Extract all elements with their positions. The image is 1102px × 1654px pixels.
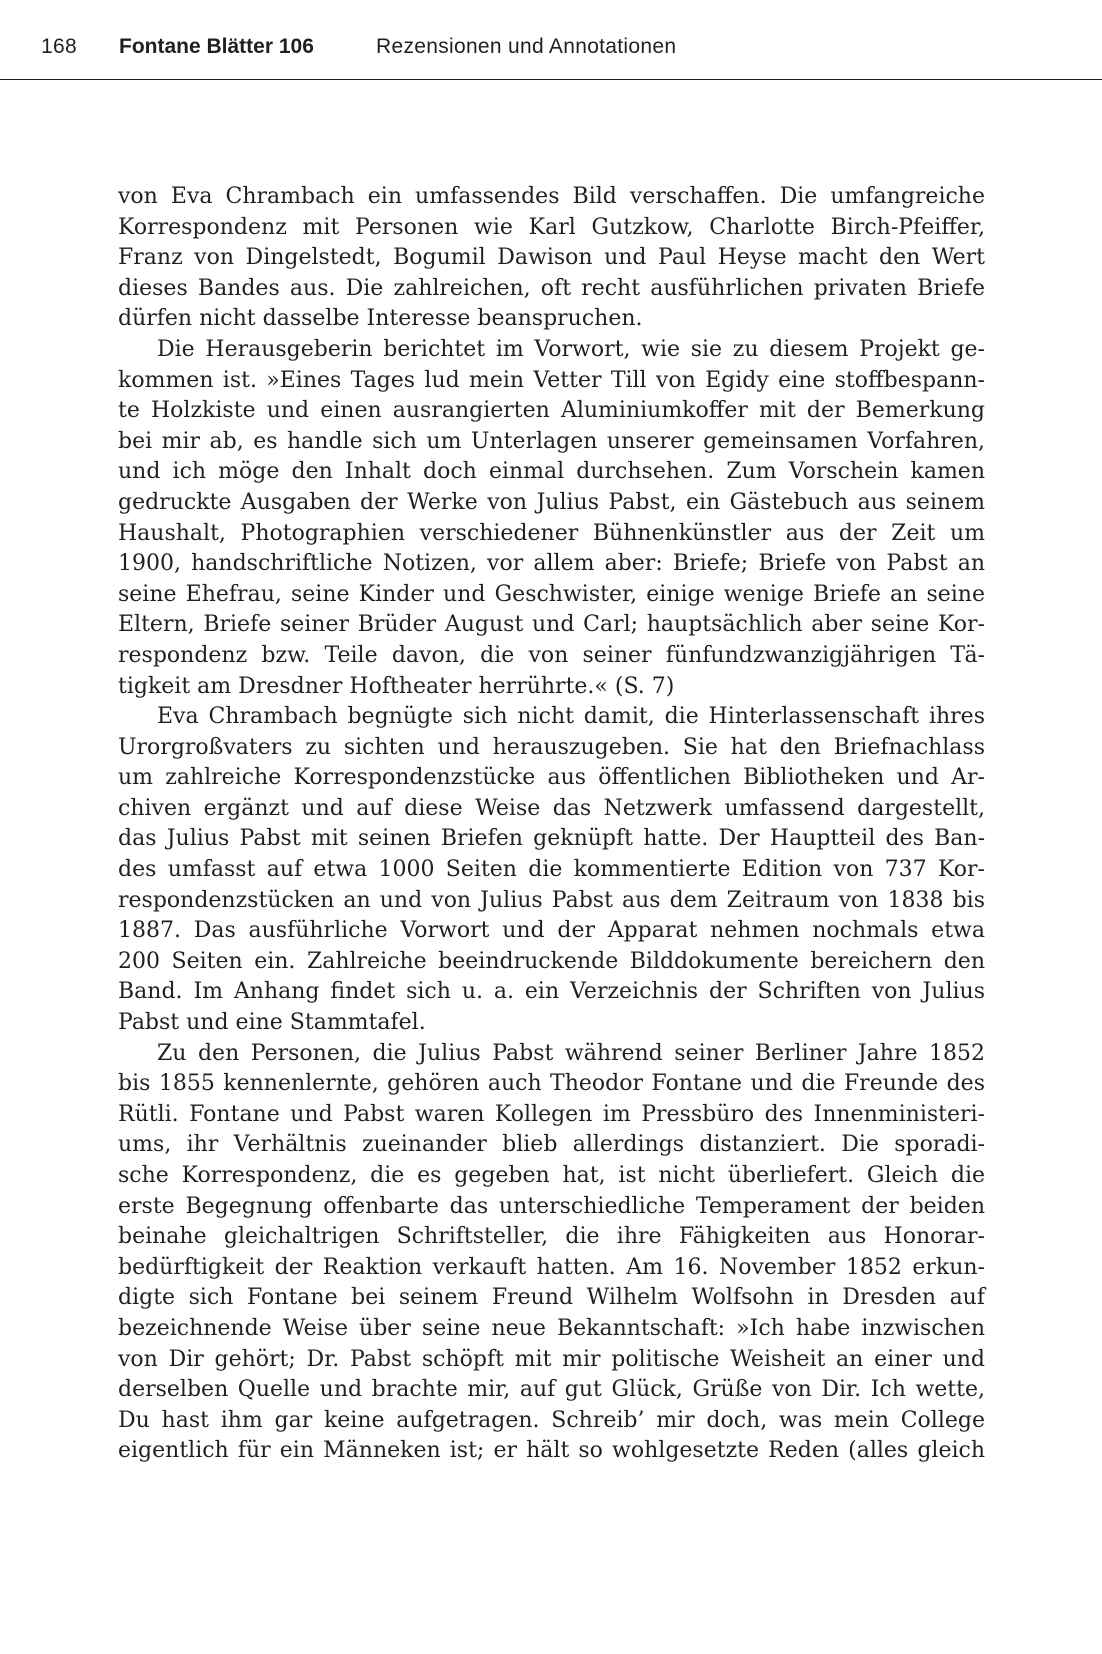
text-line: sche Korrespondenz, die es gegeben hat, ist nicht überliefert. Gleich die xyxy=(118,1163,985,1188)
section-title: Rezensionen und Annotationen xyxy=(376,35,677,58)
body-text xyxy=(118,182,985,1467)
text-line: 200 Seiten ein. Zahlreiche beeindruckende Bilddokumente bereichern den xyxy=(118,948,985,974)
text-line: te Holzkiste und einen ausrangierten Aluminiumkoffer mit der Bemerkung xyxy=(118,398,985,424)
text-line: Rütli. Fontane und Pabst waren Kollegen im Pressbüro des Innenministeri- xyxy=(118,1101,985,1127)
text-line: derselben Quelle und brachte mir, auf gut Glück, Grüße von Dir. Ich wette, xyxy=(118,1377,985,1403)
text-line: um zahlreiche Korrespondenzstücke aus öffentlichen Bibliotheken und Ar- xyxy=(118,765,985,791)
text-line: des umfasst auf etwa 1000 Seiten die kommentierte Edition von 737 Kor- xyxy=(118,857,985,883)
text-line: Eltern, Briefe seiner Brüder August und Carl; hauptsächlich aber seine Kor- xyxy=(118,612,985,638)
text-line: bis 1855 kennenlernte, gehören auch Theodor Fontane und die Freunde des xyxy=(118,1071,985,1097)
text-line: digte sich Fontane bei seinem Freund Wilhelm Wolfsohn in Dresden auf xyxy=(118,1285,985,1311)
text-line: kommen ist. »Eines Tages lud mein Vetter Till von Egidy eine stoffbespann- xyxy=(118,367,985,393)
text-line: Band. Im Anhang findet sich u. a. ein Verzeichnis der Schriften von Julius xyxy=(118,979,985,1005)
text-line: erste Begegnung offenbarte das unterschiedliche Temperament der beiden xyxy=(118,1193,985,1219)
text-line: eigentlich für ein Männeken ist; er hält so wohlgesetzte Reden (alles gleich xyxy=(118,1438,985,1464)
text-line: ums, ihr Verhältnis zueinander blieb allerdings distanziert. Die sporadi- xyxy=(118,1132,985,1158)
paragraph xyxy=(118,1039,985,1467)
text-line: seine Ehefrau, seine Kinder und Geschwister, einige wenige Briefe an seine xyxy=(118,581,985,607)
text-line: chiven ergänzt und auf diese Weise das Netzwerk umfassend dargestellt, xyxy=(118,795,985,821)
text-line: und ich möge den Inhalt doch einmal durchsehen. Zum Vorschein kamen xyxy=(118,459,985,485)
text-line: bezeichnende Weise über seine neue Bekanntschaft: »Ich habe inzwischen xyxy=(118,1315,985,1341)
text-line: dieses Bandes aus. Die zahlreichen, oft recht ausführlichen privaten Briefe xyxy=(118,275,985,301)
text-line: gedruckte Ausgaben der Werke von Julius Pabst, ein Gästebuch aus seinem xyxy=(118,489,985,515)
text-line: respondenz bzw. Teile davon, die von seiner fünfundzwanzigjährigen Tä- xyxy=(118,642,985,668)
text-line: respondenzstücken an und von Julius Pabst aus dem Zeitraum von 1838 bis xyxy=(118,887,985,913)
text-line: Zu den Personen, die Julius Pabst während seiner Berliner Jahre 1852 xyxy=(157,1040,985,1066)
paragraph xyxy=(118,335,985,702)
page-number: 168 xyxy=(41,35,77,58)
text-line: Korrespondenz mit Personen wie Karl Gutzkow, Charlotte Birch-Pfeiffer, xyxy=(118,214,985,240)
paragraph xyxy=(118,182,985,335)
paragraph xyxy=(118,702,985,1039)
text-line: 1887. Das ausführliche Vorwort und der Apparat nehmen nochmals etwa xyxy=(118,918,985,944)
text-line: von Dir gehört; Dr. Pabst schöpft mit mir politische Weisheit an einer und xyxy=(118,1346,985,1372)
text-line: das Julius Pabst mit seinen Briefen geknüpft hatte. Der Hauptteil des Ban- xyxy=(118,826,985,852)
running-header xyxy=(0,0,1102,80)
text-line: Haushalt, Photographien verschiedener Bühnenkünstler aus der Zeit um xyxy=(118,520,985,546)
text-line: Franz von Dingelstedt, Bogumil Dawison und Paul Heyse macht den Wert xyxy=(118,245,985,271)
text-line: 1900, handschriftliche Notizen, vor allem aber: Briefe; Briefe von Pabst an xyxy=(118,551,985,577)
text-line: von Eva Chrambach ein umfassendes Bild verschaffen. Die umfangreiche xyxy=(118,184,985,209)
text-line: Die Herausgeberin berichtet im Vorwort, wie sie zu diesem Projekt ge- xyxy=(157,336,985,362)
text-line: Eva Chrambach begnügte sich nicht damit, die Hinterlassenschaft ihres xyxy=(157,704,985,730)
text-line: dürfen nicht dasselbe Interesse beanspruchen. xyxy=(118,306,643,332)
text-line: Pabst und eine Stammtafel. xyxy=(118,1010,426,1036)
text-line: Du hast ihm gar keine aufgetragen. Schreib’ mir doch, was mein College xyxy=(118,1407,985,1433)
text-line: tigkeit am Dresdner Hoftheater herrührte.« (S. 7) xyxy=(118,673,675,699)
text-line: bei mir ab, es handle sich um Unterlagen unserer gemeinsamen Vorfahren, xyxy=(118,428,985,454)
text-line: Urorgroßvaters zu sichten und herauszugeben. Sie hat den Briefnachlass xyxy=(118,734,985,760)
journal-title: Fontane Blätter 106 xyxy=(119,35,314,58)
text-line: beinahe gleichaltrigen Schriftsteller, die ihre Fähigkeiten aus Honorar- xyxy=(118,1224,985,1250)
text-line: bedürftigkeit der Reaktion verkauft hatten. Am 16. November 1852 erkun- xyxy=(118,1254,985,1280)
